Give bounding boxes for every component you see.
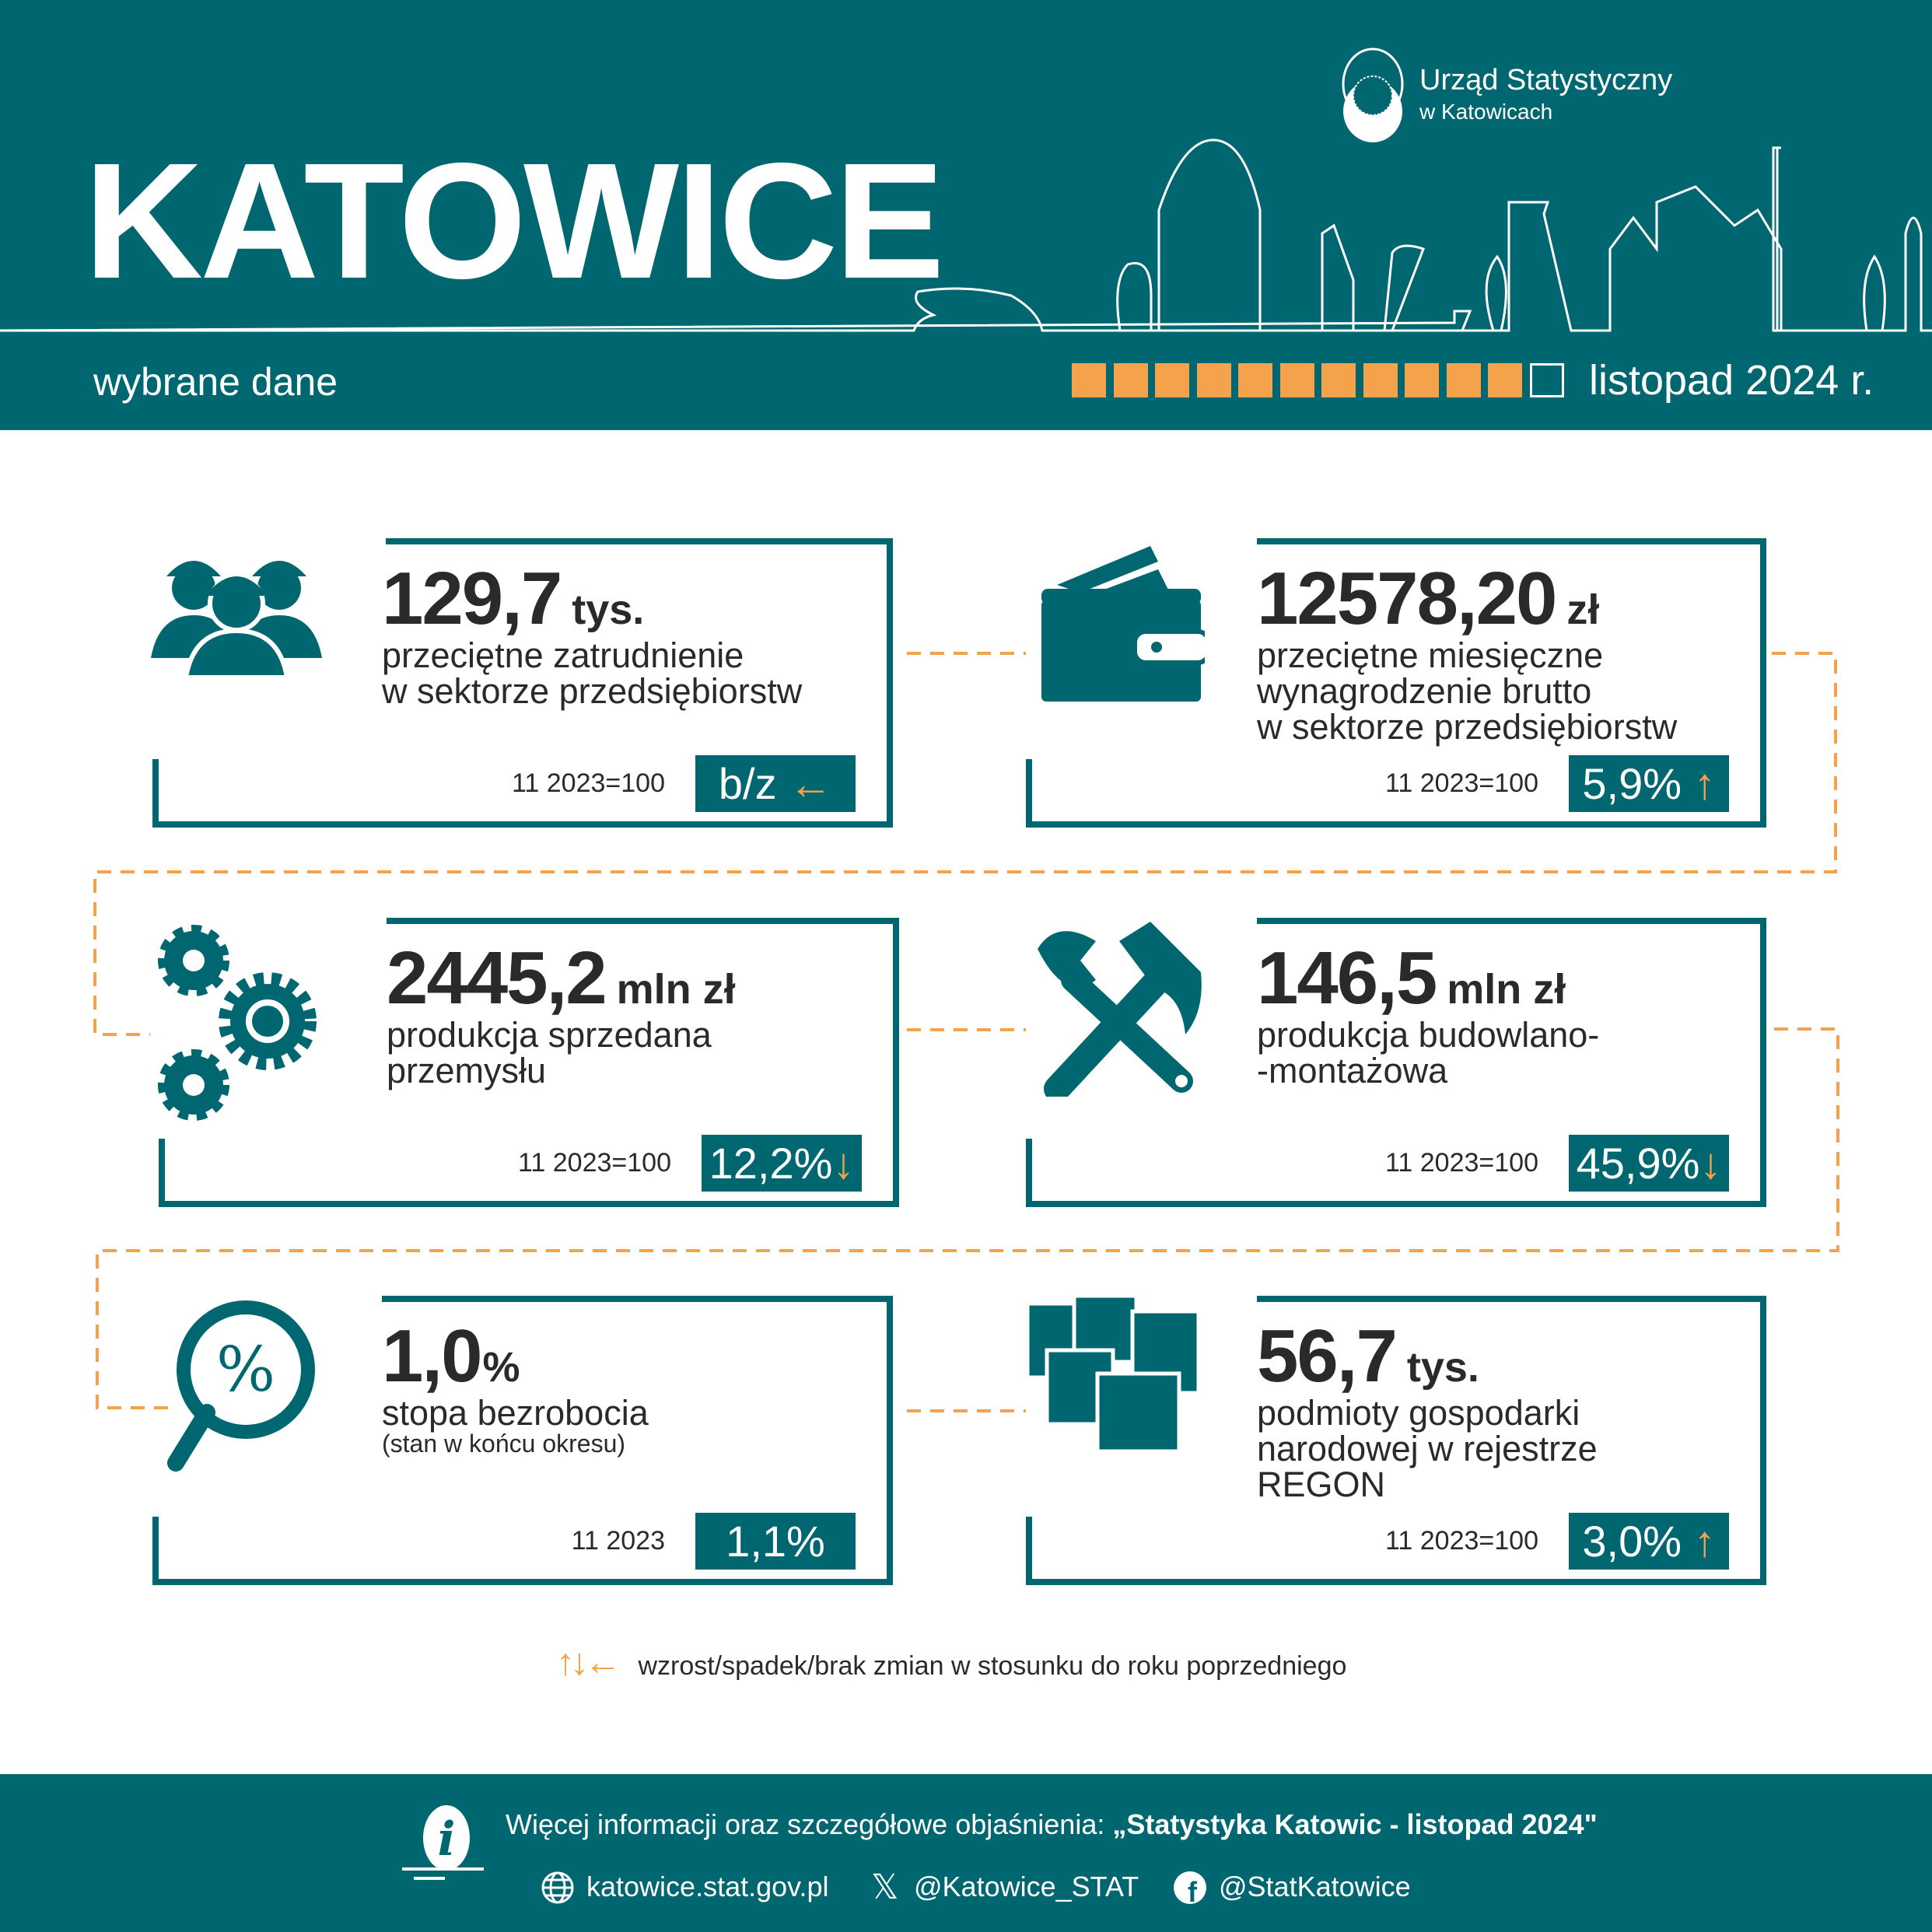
legend-text: wzrost/spadek/brak zmian w stosunku do roku poprzedniego	[638, 1651, 1347, 1681]
description: produkcja sprzedana przemysłu	[387, 1015, 712, 1090]
card-construction	[1026, 918, 1766, 1207]
change-badge: 12,2%↓	[702, 1135, 862, 1192]
x-icon: 𝕏	[871, 1868, 899, 1906]
reference-label: 11 2023=100	[512, 768, 665, 798]
legend	[556, 1641, 1346, 1684]
trend-arrows-icon: ↑↓←	[556, 1642, 617, 1683]
facebook-icon	[1173, 1871, 1207, 1905]
up-arrow-icon: ↑	[1693, 759, 1716, 808]
description: produkcja budowlano- -montażowa	[1257, 1015, 1600, 1090]
value: 146,5 mln zł	[1257, 936, 1566, 1020]
info-text: Więcej informacji oraz szczegółowe objaśnienia: „Statystyka Katowic - listopad 2024"	[506, 1808, 1598, 1840]
reference-label: 11 2023=100	[518, 1148, 671, 1178]
value: 2445,2 mln zł	[387, 936, 736, 1020]
change-badge: b/z ←	[695, 755, 856, 812]
reference-label: 11 2023=100	[1385, 1526, 1538, 1556]
facebook-link[interactable]: @StatKatowice	[1219, 1871, 1411, 1902]
no-change-arrow-icon: ←	[789, 759, 833, 808]
reference-label: 11 2023=100	[1385, 768, 1538, 798]
registry-icon	[1027, 1296, 1202, 1451]
svg-text:f: f	[1188, 1876, 1197, 1905]
svg-text:%: %	[215, 1333, 276, 1405]
description: przeciętne miesięczne wynagrodzenie brutto w sektorze przedsiębiorstw	[1257, 635, 1678, 747]
card-employment	[152, 538, 893, 828]
card-industry	[159, 918, 899, 1207]
value: 12578,20 zł	[1257, 557, 1600, 640]
reference-label: 11 2023	[571, 1526, 665, 1556]
wallet-icon	[1034, 538, 1205, 709]
card-unemployment	[152, 1296, 893, 1585]
page-title: KATOWICE	[84, 128, 942, 313]
up-arrow-icon: ↑	[1693, 1517, 1716, 1566]
value: 129,7 tys.	[382, 557, 645, 640]
card-regon	[1026, 1296, 1766, 1585]
description: przeciętne zatrudnienie w sektorze przedsiębiorstw	[382, 635, 803, 711]
note: (stan w końcu okresu)	[382, 1430, 626, 1458]
logo-text-line2: w Katowicach	[1419, 100, 1553, 124]
logo-text-line1: Urząd Statystyczny	[1419, 64, 1673, 96]
percent-magnifier-icon	[164, 1296, 320, 1482]
workers-icon	[151, 541, 322, 681]
change-badge: 5,9% ↑	[1569, 755, 1729, 812]
value: 56,7 tys.	[1257, 1314, 1479, 1398]
gears-icon	[151, 918, 330, 1128]
x-handle-link[interactable]: @Katowice_STAT	[914, 1871, 1139, 1902]
info-icon	[398, 1801, 492, 1894]
subtitle: wybrane dane	[93, 360, 338, 404]
svg-text:i: i	[437, 1812, 456, 1867]
down-arrow-icon: ↓	[832, 1139, 855, 1188]
website-link[interactable]: katowice.stat.gov.pl	[586, 1871, 829, 1902]
globe-icon	[541, 1871, 575, 1905]
down-arrow-icon: ↓	[1699, 1139, 1722, 1188]
tools-icon	[1026, 918, 1205, 1097]
change-badge: 3,0% ↑	[1569, 1513, 1729, 1570]
reference-label: 11 2023=100	[1385, 1148, 1538, 1178]
value: 1,0%	[382, 1314, 520, 1398]
description: stopa bezrobocia	[382, 1393, 649, 1433]
card-wages	[1026, 538, 1766, 828]
footer	[0, 1774, 1932, 1932]
period-label: listopad 2024 r.	[1589, 357, 1874, 404]
previous-value-badge: 1,1%	[695, 1513, 856, 1570]
change-badge: 45,9%↓	[1569, 1135, 1729, 1192]
description: podmioty gospodarki narodowej w rejestrze REGON	[1257, 1393, 1598, 1504]
